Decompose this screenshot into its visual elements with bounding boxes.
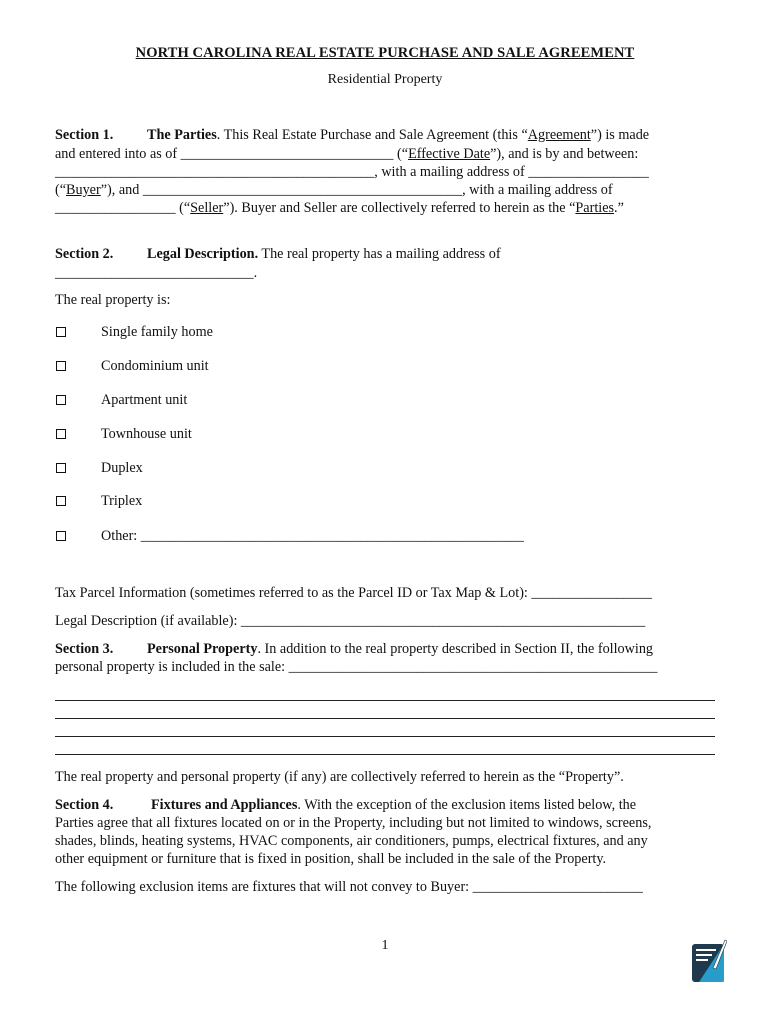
- checkbox-condominium[interactable]: [56, 361, 66, 371]
- section4-heading: Fixtures and Appliances: [151, 797, 298, 813]
- checkbox-label-townhouse: Townhouse unit: [101, 426, 192, 442]
- document-logo-icon: [691, 938, 727, 984]
- checkbox-single-family[interactable]: [56, 327, 66, 337]
- checkbox-apartment[interactable]: [56, 395, 66, 405]
- property-type-intro: The real property is:: [55, 292, 171, 308]
- exclusions-line: The following exclusion items are fixtures that will not convey to Buyer: ________________________: [55, 879, 643, 895]
- section4-line4: other equipment or furniture that is fixed in position, shall be included in the sale of the Property.: [55, 851, 607, 867]
- seller-term: Seller: [190, 200, 224, 216]
- page-number: 1: [381, 938, 389, 953]
- section1-heading: The Parties: [147, 127, 217, 143]
- section1-line1: Section 1. The Parties. This Real Estate Purchase and Sale Agreement (this “Agreement”) is made: [55, 127, 650, 143]
- agreement-term: Agreement: [527, 127, 591, 143]
- section3-number: Section 3.: [55, 641, 114, 657]
- blank-line-4[interactable]: [55, 754, 715, 755]
- buyer-term: Buyer: [66, 182, 101, 198]
- section1-line4: (“Buyer”), and _____________________________________________, with a mailing address of: [55, 182, 613, 198]
- effective-date-term: Effective Date: [408, 146, 491, 162]
- tax-parcel-line: Tax Parcel Information (sometimes referred to as the Parcel ID or Tax Map & Lot): _________________: [55, 585, 653, 601]
- checkbox-label-apartment: Apartment unit: [101, 392, 188, 408]
- parties-term: Parties: [575, 200, 615, 216]
- section3-line1: Section 3. Personal Property. In addition to the real property described in Section II, the following: [55, 641, 654, 657]
- checkbox-label-duplex: Duplex: [101, 460, 143, 476]
- checkbox-label-condominium: Condominium unit: [101, 358, 209, 374]
- legal-description-line: Legal Description (if available): _________________________________________________________: [55, 613, 646, 629]
- blank-line-1[interactable]: [55, 700, 715, 701]
- checkbox-duplex[interactable]: [56, 463, 66, 473]
- section4-number: Section 4.: [55, 797, 114, 813]
- property-collective-note: The real property and personal property (if any) are collectively referred to herein as the “Property”.: [55, 769, 624, 785]
- section2-heading: Legal Description.: [147, 246, 259, 262]
- section2-line1: Section 2. Legal Description. The real property has a mailing address of: [55, 246, 501, 262]
- document-subtitle: Residential Property: [327, 72, 443, 87]
- section1-line2: and entered into as of ______________________________ (“Effective Date”), and is by and between:: [55, 146, 639, 162]
- blank-line-2[interactable]: [55, 718, 715, 719]
- section1-number: Section 1.: [55, 127, 114, 143]
- section2-line2: ____________________________.: [55, 265, 258, 281]
- checkbox-label-other: Other: ______________________________________________________: [101, 528, 524, 544]
- section3-heading: Personal Property: [147, 641, 258, 657]
- checkbox-townhouse[interactable]: [56, 429, 66, 439]
- checkbox-label-triplex: Triplex: [101, 493, 143, 509]
- section1-line3: _____________________________________________, with a mailing address of _________________: [55, 164, 649, 180]
- blank-line-3[interactable]: [55, 736, 715, 737]
- checkbox-other[interactable]: [56, 531, 66, 541]
- section4-line1: Section 4. Fixtures and Appliances. With the exception of the exclusion items listed below, the: [55, 797, 637, 813]
- checkbox-label-single-family: Single family home: [101, 324, 213, 340]
- checkbox-triplex[interactable]: [56, 496, 66, 506]
- document-title: NORTH CAROLINA REAL ESTATE PURCHASE AND SALE AGREEMENT: [135, 45, 635, 61]
- section3-line2: personal property is included in the sale: ____________________________________________________: [55, 659, 658, 675]
- section2-number: Section 2.: [55, 246, 114, 262]
- section4-line2: Parties agree that all fixtures located on or in the Property, including but not limited to windows, screens,: [55, 815, 652, 831]
- section1-line5: _________________ (“Seller”). Buyer and Seller are collectively referred to herein as the “Parties.”: [55, 200, 624, 216]
- section4-line3: shades, blinds, heating systems, HVAC components, air conditioners, pumps, electrical fixtures, and any: [55, 833, 648, 849]
